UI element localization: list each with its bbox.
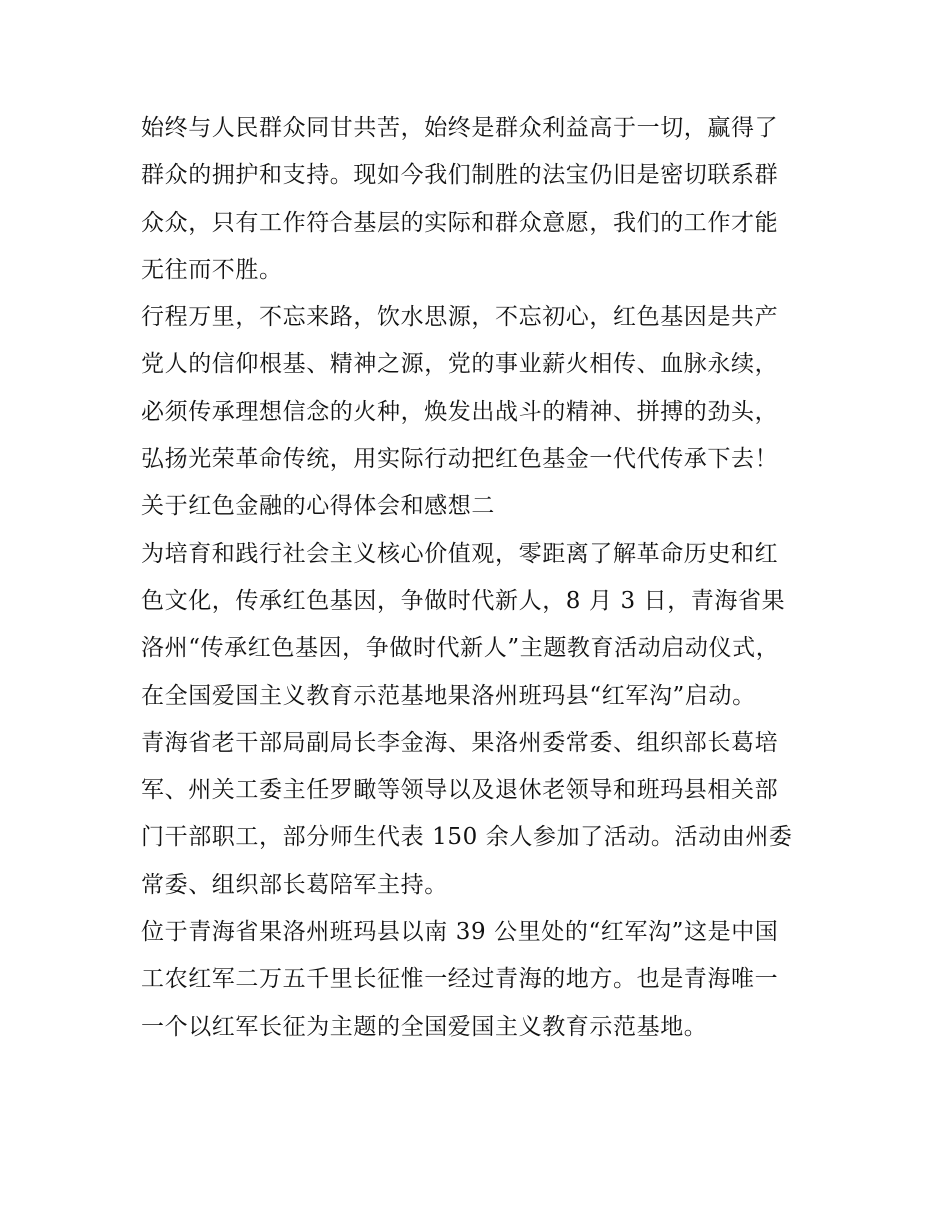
text-line: 门干部职工，部分师生代表 150 余人参加了活动。活动由州委 bbox=[141, 824, 793, 851]
text-line: 在全国爱国主义教育示范基地果洛州班玛县“红军沟”启动。 bbox=[141, 682, 756, 709]
text-line: 工农红军二万五千里长征惟一经过青海的地方。也是青海唯一 bbox=[141, 966, 779, 993]
text-line: 行程万里，不忘来路，饮水思源，不忘初心，红色基因是共产 bbox=[141, 304, 779, 331]
text-line: 为培育和践行社会主义核心价值观，零距离了解革命历史和红 bbox=[141, 540, 779, 567]
text-line: 必须传承理想信念的火种，焕发出战斗的精神、拼搏的劲头， bbox=[141, 398, 779, 425]
text-line: 色文化，传承红色基因，争做时代新人，8 月 3 日，青海省果 bbox=[141, 587, 786, 614]
text-line: 弘扬光荣革命传统，用实际行动把红色基金一代代传承下去！ bbox=[141, 446, 779, 473]
text-line: 无往而不胜。 bbox=[141, 256, 283, 283]
text-line: 军、州关工委主任罗瞰等领导以及退休老领导和班玛县相关部 bbox=[141, 777, 779, 804]
text-line: 众众，只有工作符合基层的实际和群众意愿，我们的工作才能 bbox=[141, 209, 779, 236]
text-line: 始终与人民群众同甘共苦，始终是群众利益高于一切，赢得了 bbox=[141, 115, 779, 141]
text-line: 洛州“传承红色基因，争做时代新人”主题教育活动启动仪式， bbox=[141, 635, 780, 662]
section-heading: 关于红色金融的心得体会和感想二 bbox=[141, 493, 495, 520]
text-line: 青海省老干部局副局长李金海、果洛州委常委、组织部长葛培 bbox=[141, 729, 779, 756]
text-line: 群众的拥护和支持。现如今我们制胜的法宝仍旧是密切联系群 bbox=[141, 162, 779, 189]
text-line: 位于青海省果洛州班玛县以南 39 公里处的“红军沟”这是中国 bbox=[141, 919, 779, 946]
text-line: 党人的信仰根基、精神之源，党的事业薪火相传、血脉永续， bbox=[141, 351, 779, 378]
text-line: 一个以红军长征为主题的全国爱国主义教育示范基地。 bbox=[141, 1013, 708, 1040]
text-line: 常委、组织部长葛陪军主持。 bbox=[141, 871, 448, 898]
document-body bbox=[141, 105, 831, 1051]
